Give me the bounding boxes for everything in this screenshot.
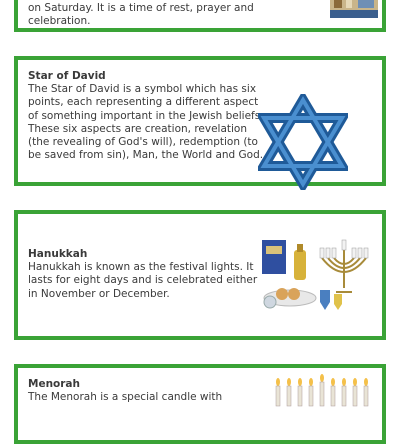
card-body: The Menorah is a special candle with [28,391,223,404]
card-body: Hanukkah is known as the festival lights. It lasts for eight days and is celebrated either in November or December. [28,261,258,300]
star-of-david-icon [258,94,348,190]
hanukkah-items-icon [260,236,376,314]
info-card-star-of-david [14,56,386,186]
info-card-menorah [14,364,386,444]
shabbat-table-icon [330,0,378,18]
card-title: Hanukkah [28,248,88,260]
card-body: The Star of David is a symbol which has six points, each representing a different aspect of something important in the Jewish beliefs. These six aspects are creation, revelation (the revealing of God's will), redemption (to be saved from sin), Man, the World and God. [28,83,264,162]
card-text [28,2,266,28]
card-body: on Saturday. It is a time of rest, prayer and celebration. [28,2,254,28]
card-text [28,248,266,301]
card-text [28,378,266,404]
menorah-candles-icon [272,374,372,414]
card-title: Star of David [28,70,106,82]
card-text [28,70,266,162]
card-title: Menorah [28,378,80,390]
info-card-hanukkah [14,210,386,340]
info-card-shabbat [14,0,386,32]
